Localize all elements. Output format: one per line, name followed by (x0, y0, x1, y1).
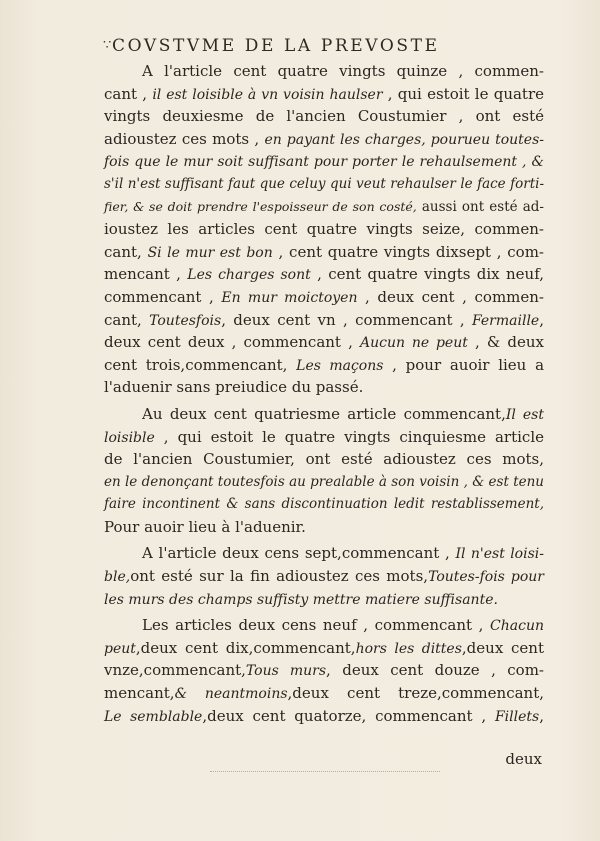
roman-text: adioustez ces mots , (104, 129, 265, 148)
italic-text: ble, (104, 569, 131, 586)
italic-text: Le semblable (104, 708, 203, 725)
roman-text: , & deux (467, 333, 544, 352)
text-line (104, 173, 544, 196)
roman-text: , cent quatre vingts dixsept , com- (272, 242, 544, 261)
italic-text: fier, & se doit prendre l'espoisseur de son costé, (104, 198, 417, 214)
text-line (104, 128, 544, 151)
italic-text: loisible (104, 429, 155, 446)
roman-text: vnze,commencant, (104, 661, 246, 680)
roman-text: ,deux cent treze,commencant, (287, 684, 544, 703)
italic-text: Aucun ne peut (360, 335, 468, 352)
italic-text: Toutesfois (149, 312, 222, 329)
header-ornament: ∵ (103, 38, 112, 53)
page-body (104, 60, 544, 727)
text-line (104, 614, 544, 637)
italic-text: fois que le mur soit suffisant pour porter le rehaulsement , & (104, 154, 544, 171)
text-line (104, 682, 544, 705)
italic-text: Si le mur est bon (147, 244, 273, 261)
roman-text: de l'ancien Coustumier, ont esté adioustez ces mots, (104, 450, 544, 469)
text-line (104, 705, 544, 728)
roman-text: vingts deuxiesme de l'ancien Coustumier , ont esté (104, 107, 544, 126)
italic-text: faire incontinent & sans discontinuation ledit restablissement, (104, 496, 544, 513)
text-line (104, 493, 544, 516)
roman-text: ont esté sur la fin adioustez ces mots, (130, 567, 429, 586)
roman-text: A l'article cent quatre vingts quinze , commen- (142, 62, 544, 80)
roman-text: cent trois,commencant, (104, 355, 297, 374)
roman-text: , cent quatre vingts dix neuf, (310, 265, 544, 284)
text-line (104, 471, 544, 494)
text-line (104, 354, 544, 377)
italic-text: Chacun (490, 618, 544, 635)
italic-text: il est loisible à vn voisin haulser (152, 86, 383, 103)
roman-text: deux cent deux , commencant , (104, 333, 360, 352)
roman-text: ,deux cent quatorze, commencant , (202, 706, 495, 725)
bottom-rule (210, 771, 440, 773)
running-title: COVSTVME DE LA PREVOSTE (112, 36, 440, 56)
roman-text: Les articles deux cens neuf , commencant , (142, 616, 491, 635)
italic-text: Les charges sont (187, 267, 311, 284)
italic-text: & neantmoins (174, 686, 288, 703)
roman-text: cant , (104, 84, 153, 103)
italic-text: En mur moictoyen (221, 289, 358, 306)
text-line (104, 309, 544, 332)
text-line (104, 218, 544, 241)
text-line (104, 588, 544, 611)
text-line (104, 263, 544, 286)
text-line (104, 150, 544, 173)
text-line (104, 637, 544, 660)
roman-text: , (539, 310, 544, 329)
text-line (104, 542, 544, 565)
roman-text: mencant , (104, 265, 188, 284)
text-line (104, 426, 544, 449)
text-line (104, 516, 544, 539)
text-line (104, 241, 544, 264)
roman-text: cant, (104, 242, 148, 261)
italic-text: peut (104, 640, 136, 657)
italic-text: hors les dittes (355, 640, 462, 657)
text-line (104, 403, 544, 426)
roman-text: cant, (104, 310, 150, 329)
roman-text: , (539, 706, 544, 725)
roman-text: l'aduenir sans preiudice du passé. (104, 378, 364, 397)
text-line (104, 448, 544, 471)
text-line (104, 60, 544, 83)
roman-text: , qui estoit le quatre vingts cinquiesme article (154, 427, 544, 446)
italic-text: Fillets (494, 708, 540, 725)
catchword: deux (505, 750, 542, 768)
italic-text: s'il n'est suffisant faut que celuy qui veut rehaulser le face forti- (104, 175, 544, 192)
roman-text: A l'article deux cens sept,commencant , (142, 544, 456, 563)
roman-text: , deux cent vn , commencant , (221, 310, 472, 329)
roman-text: , pour auoir lieu a (383, 355, 545, 374)
italic-text: Fermaille (471, 312, 540, 329)
roman-text: , qui estoit le quatre (382, 84, 545, 103)
text-line (104, 196, 544, 219)
roman-text: , deux cent , commen- (357, 287, 544, 306)
roman-text: , deux cent douze , com- (326, 661, 544, 680)
italic-text: Toutes-fois pour (428, 569, 544, 586)
italic-text: en le denonçant toutesfois au prealable à son voisin , & est tenu (104, 473, 544, 490)
italic-text: Les maçons (296, 357, 384, 374)
italic-text: Il est (505, 406, 544, 423)
text-line (104, 286, 544, 309)
roman-text: ioustez les articles cent quatre vingts seize, commen- (104, 220, 544, 239)
roman-text: aussi ont esté ad- (416, 198, 544, 215)
text-line (104, 565, 544, 588)
text-line (104, 83, 544, 106)
text-line (104, 331, 544, 354)
roman-text: ,deux cent dix,commencant, (135, 638, 356, 657)
italic-text: les murs des champs suffisty mettre matiere suffisante. (104, 591, 498, 608)
roman-text: Pour auoir lieu à l'aduenir. (104, 517, 306, 536)
italic-text: Il n'est loisi- (455, 546, 544, 563)
text-line (104, 376, 544, 399)
roman-text: commencant , (104, 287, 222, 306)
roman-text: Au deux cent quatriesme article commencant, (142, 404, 506, 423)
roman-text: mencant, (104, 684, 175, 703)
text-line (104, 659, 544, 682)
text-line (104, 105, 544, 128)
italic-text: en payant les charges, pourueu toutes- (264, 131, 544, 148)
italic-text: Tous murs (245, 663, 327, 680)
roman-text: ,deux cent (461, 638, 544, 657)
